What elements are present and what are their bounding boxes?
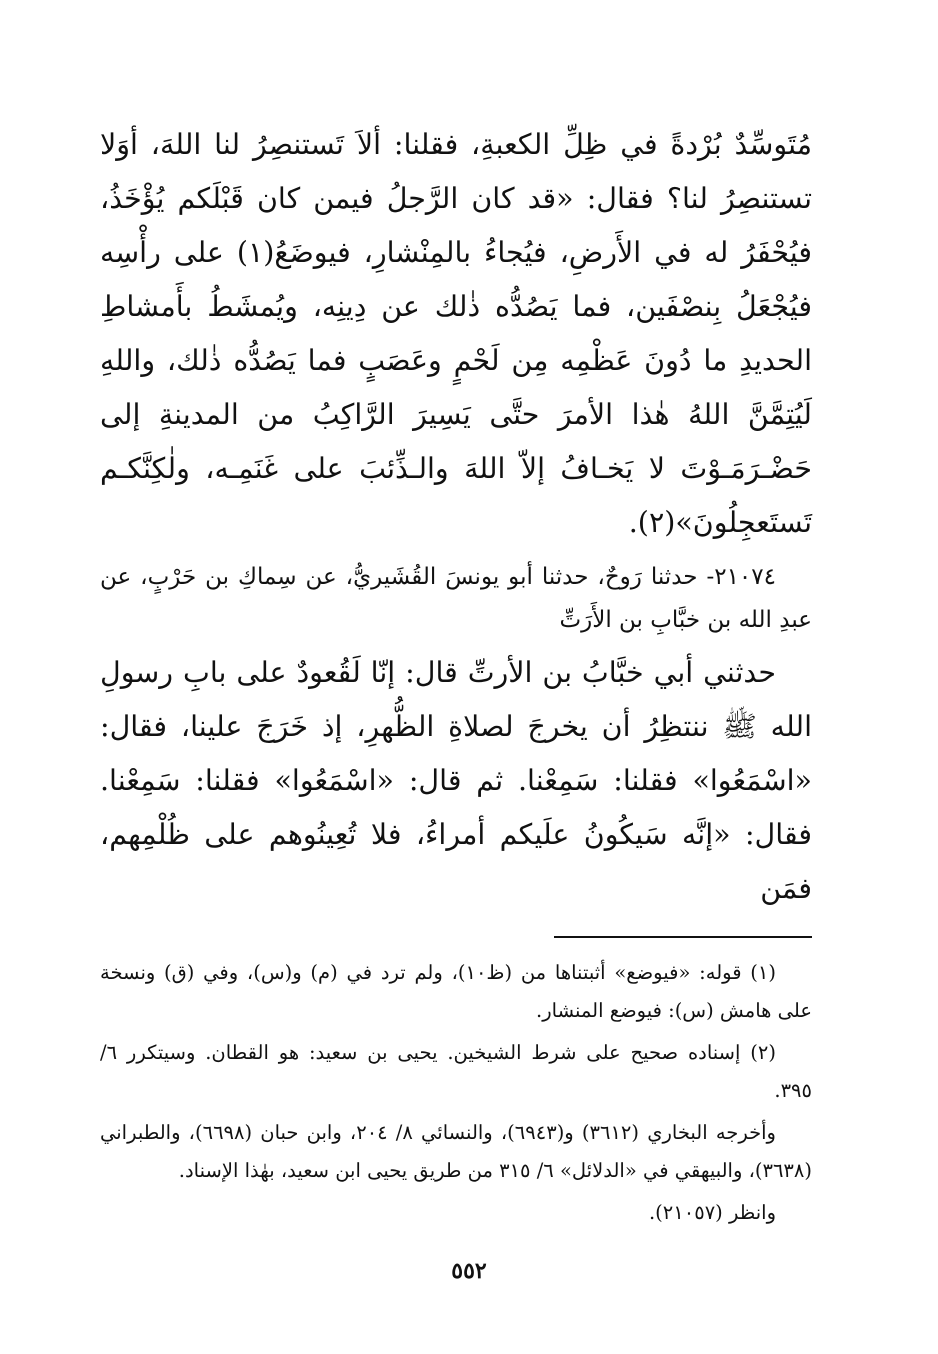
- footnote-2-takhrij: وأخرجه البخاري (٣٦١٢) و(٦٩٤٣)، والنسائي ٨/ ٢٠٤، وابن حبان (٦٦٩٨)، والطبراني (٣٦٣٨)، والبيهقي في «الدلائل» ٦/ ٣١٥ من طريق يحيى ابن سعيد، بهٰذا الإسناد.: [100, 1121, 812, 1182]
- footnotes-section: [100, 954, 812, 1232]
- footnote-separator: [554, 936, 812, 938]
- page-body: [100, 118, 812, 1232]
- main-paragraph-2: حدثني أبي خبَّابُ بن الأرتِّ قال: إنّا لَقُعودٌ على بابِ رسولِ الله ﷺ ننتظِرُ أن يخرجَ لصلاةِ الظُّهرِ، إذ خَرَجَ علينا، فقال: «اسْمَعُوا» فقلنا: سَمِعْنا. ثم قال: «اسْمَعُوا» فقلنا: سَمِعْنا. فقال: «إنَّه سَيكُونُ علَيكم أمراءُ، فلا تُعِينُوهم على ظُلْمِهم، فمَن: [100, 656, 812, 905]
- main-paragraph-1: مُتَوسِّدٌ بُرْدةً في ظِلِّ الكعبةِ، فقلنا: ألاَ تَستنصِرُ لنا اللهَ، أوَلا تستنصِرُ لنا؟ فقال: «قد كان الرَّجلُ فيمن كان قَبْلَكم يُؤْخَذُ، فيُحْفَرُ له في الأَرضِ، فيُجاءُ بالمِنْشارِ، فيوضَعُ(١) على رأْسِه فيُجْعَلُ بِنصْفَين، فما يَصُدُّه ذٰلك عن دِينِه، ويُمشَطُ بأَمشاطِ الحديدِ ما دُونَ عَظْمِه مِن لَحْمٍ وعَصَبٍ فما يَصُدُّه ذٰلك، واللهِ لَيُتِمَّنَّ اللهُ هٰذا الأمرَ حتَّى يَسِيرَ الرَّاكِبُ من المدينةِ إلى حَضْـرَمَـوْتَ لا يَخـافُ إلاّ اللهَ والـذِّئبَ على غَنَمِـه، ولٰكِنَّكـم تَستَعجِلُونَ»(٢).: [100, 128, 812, 539]
- footnote-2-see-also: وانظر (٢١٠٥٧).: [648, 1201, 776, 1224]
- footnote-1: (١) قوله: «فيوضع» أثبتناها من (ظ١٠)، ولم ترد في (م) و(س)، وفي (ق) ونسخة على هامش (س): فيوضع المنشار.: [100, 961, 812, 1022]
- page-number: ٥٥٢: [451, 1258, 487, 1284]
- footnote-2: (٢) إسناده صحيح على شرط الشيخين. يحيى بن سعيد: هو القطان. وسيتكرر ٦/ ٣٩٥.: [100, 1041, 812, 1102]
- hadith-isnad-line: ٢١٠٧٤- حدثنا رَوحٌ، حدثنا أبو يونسَ القُشَيريُّ، عن سِماكِ بن حَرْبٍ، عن عبدِ الله بن خبَّابِ بن الأَرَتِّ: [100, 564, 812, 633]
